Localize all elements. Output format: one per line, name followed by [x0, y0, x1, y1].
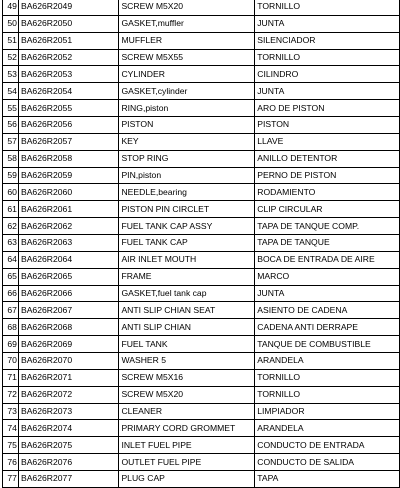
table-row	[3, 353, 400, 370]
spanish-description-cell: SILENCIADOR	[255, 32, 400, 49]
english-description-cell: INLET FUEL PIPE	[119, 437, 255, 454]
english-description-cell: CYLINDER	[119, 66, 255, 83]
spanish-description-cell: CADENA ANTI DERRAPE	[255, 319, 400, 336]
parts-table-body	[3, 0, 400, 487]
item-number-cell: 52	[3, 49, 19, 66]
table-row	[3, 268, 400, 285]
english-description-cell: NEEDLE,bearing	[119, 184, 255, 201]
table-row	[3, 235, 400, 252]
spanish-description-cell: CONDUCTO DE SALIDA	[255, 454, 400, 471]
part-code-cell: BA626R2060	[18, 184, 118, 201]
spanish-description-cell: ANILLO DETENTOR	[255, 150, 400, 167]
english-description-cell: GASKET,fuel tank cap	[119, 285, 255, 302]
part-code-cell: BA626R2072	[18, 386, 118, 403]
table-row	[3, 285, 400, 302]
spanish-description-cell: RODAMIENTO	[255, 184, 400, 201]
english-description-cell: GASKET,muffler	[119, 15, 255, 32]
part-code-cell: BA626R2054	[18, 83, 118, 100]
spanish-description-cell: JUNTA	[255, 15, 400, 32]
spanish-description-cell: TORNILLO	[255, 49, 400, 66]
part-code-cell: BA626R2066	[18, 285, 118, 302]
item-number-cell: 69	[3, 336, 19, 353]
item-number-cell: 65	[3, 268, 19, 285]
table-row	[3, 471, 400, 488]
table-row	[3, 100, 400, 117]
item-number-cell: 71	[3, 369, 19, 386]
part-code-cell: BA626R2074	[18, 420, 118, 437]
item-number-cell: 61	[3, 201, 19, 218]
english-description-cell: OUTLET FUEL PIPE	[119, 454, 255, 471]
part-code-cell: BA626R2055	[18, 100, 118, 117]
part-code-cell: BA626R2069	[18, 336, 118, 353]
part-code-cell: BA626R2059	[18, 167, 118, 184]
parts-table	[2, 0, 400, 488]
part-code-cell: BA626R2075	[18, 437, 118, 454]
english-description-cell: PISTON PIN CIRCLET	[119, 201, 255, 218]
table-row	[3, 83, 400, 100]
english-description-cell: SCREW M5X16	[119, 369, 255, 386]
table-row	[3, 454, 400, 471]
item-number-cell: 51	[3, 32, 19, 49]
item-number-cell: 53	[3, 66, 19, 83]
table-row	[3, 66, 400, 83]
table-row	[3, 403, 400, 420]
part-code-cell: BA626R2051	[18, 32, 118, 49]
spanish-description-cell: CLIP CIRCULAR	[255, 201, 400, 218]
item-number-cell: 59	[3, 167, 19, 184]
english-description-cell: GASKET,cylinder	[119, 83, 255, 100]
english-description-cell: CLEANER	[119, 403, 255, 420]
item-number-cell: 74	[3, 420, 19, 437]
table-row	[3, 319, 400, 336]
spanish-description-cell: LIMPIADOR	[255, 403, 400, 420]
english-description-cell: RING,piston	[119, 100, 255, 117]
english-description-cell: WASHER 5	[119, 353, 255, 370]
part-code-cell: BA626R2068	[18, 319, 118, 336]
table-row	[3, 302, 400, 319]
table-row	[3, 201, 400, 218]
part-code-cell: BA626R2061	[18, 201, 118, 218]
english-description-cell: ANTI SLIP CHIAN SEAT	[119, 302, 255, 319]
part-code-cell: BA626R2057	[18, 133, 118, 150]
english-description-cell: PIN,piston	[119, 167, 255, 184]
item-number-cell: 66	[3, 285, 19, 302]
english-description-cell: SCREW M5X20	[119, 0, 255, 15]
spanish-description-cell: TORNILLO	[255, 369, 400, 386]
table-row	[3, 0, 400, 15]
item-number-cell: 68	[3, 319, 19, 336]
part-code-cell: BA626R2070	[18, 353, 118, 370]
spanish-description-cell: LLAVE	[255, 133, 400, 150]
item-number-cell: 56	[3, 117, 19, 134]
part-code-cell: BA626R2056	[18, 117, 118, 134]
english-description-cell: FRAME	[119, 268, 255, 285]
english-description-cell: MUFFLER	[119, 32, 255, 49]
table-row	[3, 386, 400, 403]
part-code-cell: BA626R2049	[18, 0, 118, 15]
table-row	[3, 420, 400, 437]
item-number-cell: 58	[3, 150, 19, 167]
table-row	[3, 117, 400, 134]
english-description-cell: STOP RING	[119, 150, 255, 167]
spanish-description-cell: TANQUE DE COMBUSTIBLE	[255, 336, 400, 353]
english-description-cell: KEY	[119, 133, 255, 150]
part-code-cell: BA626R2077	[18, 471, 118, 488]
spanish-description-cell: PERNO DE PISTON	[255, 167, 400, 184]
spanish-description-cell: ASIENTO DE CADENA	[255, 302, 400, 319]
item-number-cell: 73	[3, 403, 19, 420]
english-description-cell: FUEL TANK CAP	[119, 235, 255, 252]
part-code-cell: BA626R2052	[18, 49, 118, 66]
english-description-cell: SCREW M5X20	[119, 386, 255, 403]
item-number-cell: 70	[3, 353, 19, 370]
item-number-cell: 77	[3, 471, 19, 488]
english-description-cell: FUEL TANK	[119, 336, 255, 353]
table-row	[3, 218, 400, 235]
spanish-description-cell: TAPA	[255, 471, 400, 488]
item-number-cell: 49	[3, 0, 19, 15]
spanish-description-cell: ARANDELA	[255, 353, 400, 370]
spanish-description-cell: BOCA DE ENTRADA DE AIRE	[255, 251, 400, 268]
spanish-description-cell: TAPA DE TANQUE COMP.	[255, 218, 400, 235]
part-code-cell: BA626R2062	[18, 218, 118, 235]
table-row	[3, 150, 400, 167]
part-code-cell: BA626R2073	[18, 403, 118, 420]
spanish-description-cell: TORNILLO	[255, 0, 400, 15]
item-number-cell: 50	[3, 15, 19, 32]
part-code-cell: BA626R2064	[18, 251, 118, 268]
table-row	[3, 167, 400, 184]
spanish-description-cell: TAPA DE TANQUE	[255, 235, 400, 252]
spanish-description-cell: PISTON	[255, 117, 400, 134]
spanish-description-cell: CONDUCTO DE ENTRADA	[255, 437, 400, 454]
spanish-description-cell: JUNTA	[255, 285, 400, 302]
english-description-cell: FUEL TANK CAP ASSY	[119, 218, 255, 235]
part-code-cell: BA626R2067	[18, 302, 118, 319]
spanish-description-cell: TORNILLO	[255, 386, 400, 403]
english-description-cell: PISTON	[119, 117, 255, 134]
english-description-cell: ANTI SLIP CHIAN	[119, 319, 255, 336]
english-description-cell: PRIMARY CORD GROMMET	[119, 420, 255, 437]
spanish-description-cell: MARCO	[255, 268, 400, 285]
table-row	[3, 336, 400, 353]
spanish-description-cell: CILINDRO	[255, 66, 400, 83]
part-code-cell: BA626R2076	[18, 454, 118, 471]
part-code-cell: BA626R2053	[18, 66, 118, 83]
item-number-cell: 60	[3, 184, 19, 201]
item-number-cell: 64	[3, 251, 19, 268]
item-number-cell: 75	[3, 437, 19, 454]
part-code-cell: BA626R2050	[18, 15, 118, 32]
part-code-cell: BA626R2065	[18, 268, 118, 285]
english-description-cell: AIR INLET MOUTH	[119, 251, 255, 268]
item-number-cell: 76	[3, 454, 19, 471]
item-number-cell: 67	[3, 302, 19, 319]
spanish-description-cell: ARO DE PISTON	[255, 100, 400, 117]
item-number-cell: 55	[3, 100, 19, 117]
item-number-cell: 57	[3, 133, 19, 150]
item-number-cell: 63	[3, 235, 19, 252]
spanish-description-cell: JUNTA	[255, 83, 400, 100]
table-row	[3, 32, 400, 49]
part-code-cell: BA626R2071	[18, 369, 118, 386]
table-row	[3, 437, 400, 454]
part-code-cell: BA626R2063	[18, 235, 118, 252]
table-row	[3, 133, 400, 150]
english-description-cell: SCREW M5X55	[119, 49, 255, 66]
item-number-cell: 62	[3, 218, 19, 235]
part-code-cell: BA626R2058	[18, 150, 118, 167]
table-row	[3, 184, 400, 201]
spanish-description-cell: ARANDELA	[255, 420, 400, 437]
table-row	[3, 251, 400, 268]
table-row	[3, 15, 400, 32]
item-number-cell: 54	[3, 83, 19, 100]
table-row	[3, 49, 400, 66]
english-description-cell: PLUG CAP	[119, 471, 255, 488]
table-row	[3, 369, 400, 386]
item-number-cell: 72	[3, 386, 19, 403]
